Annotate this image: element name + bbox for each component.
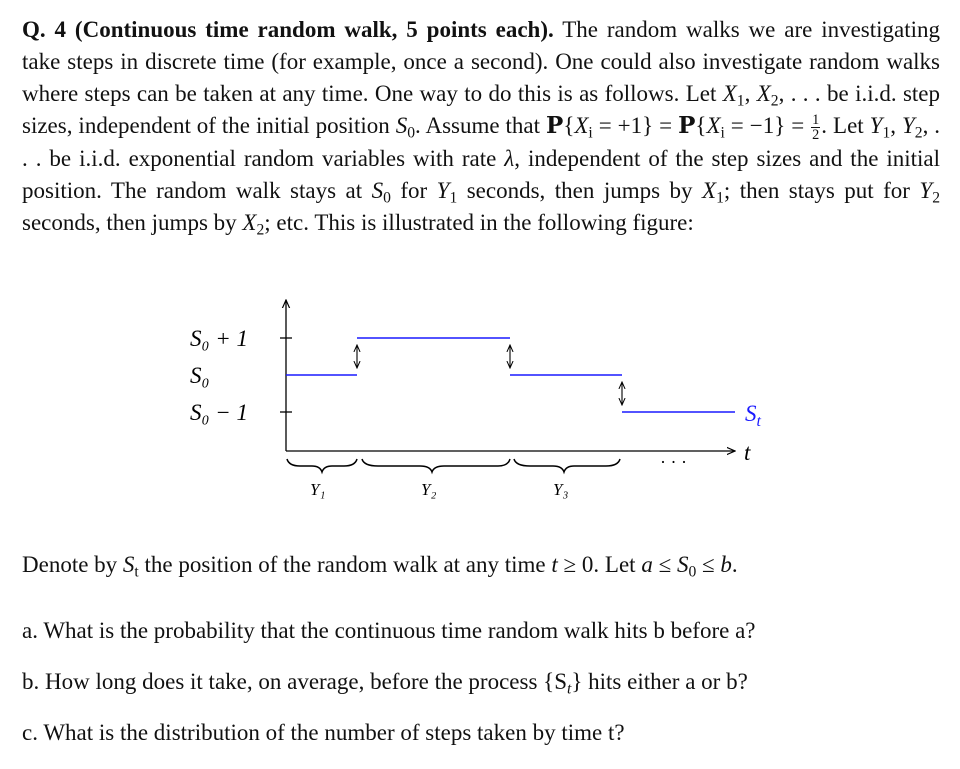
question-text: What is the probability that the continuous time random walk hits b before a? — [43, 618, 756, 643]
brace — [287, 459, 357, 472]
statement-part: ; etc. This is illustrated in the following figure: — [264, 209, 694, 235]
brace — [514, 459, 620, 472]
statement-part: The random walks we are investigating take steps in discrete time (for example, once a second). One could also investigate random walks where steps can be taken at any time. One way to do this is as follows. Let — [22, 17, 941, 106]
interval-label: Y₂ — [421, 480, 437, 499]
question-item — [22, 616, 756, 667]
problem-heading: (Continuous time random walk, 5 points each). — [74, 17, 554, 42]
statement-part: , independent of the step sizes and the initial position. The random walk stays at — [22, 145, 941, 203]
question-tag: c. — [22, 720, 38, 745]
statement-part: Let — [833, 113, 864, 138]
question-tag: b. — [22, 669, 40, 694]
denote-line: Denote by $S_t$ the position of the random walk at any time t ≥ 0. Let $a \le S_0 \le b$. — [22, 552, 738, 581]
y-label: S₀ + 1 — [190, 326, 249, 351]
denote-part: Denote by — [22, 552, 118, 577]
series-label: $S_t$ — [745, 401, 761, 430]
interval-label: Y₁ — [310, 480, 326, 499]
y-label: S₀ − 1 — [190, 400, 249, 425]
question-tag: a. — [22, 618, 38, 643]
statement-part: Assume that — [425, 113, 541, 138]
x-axis-label: t — [744, 440, 751, 465]
statement-part: seconds, then jumps by — [22, 209, 237, 235]
question-item — [22, 718, 756, 769]
interval-label: Y₃ — [553, 480, 569, 499]
problem-statement: Q. 4 (Continuous time random walk, 5 points each). The random walks we are investigating take steps in discrete time (for example, once a second). One could also investigate random walks where steps can be taken at any time. One way to do this is as follows. Let $X_1$, $X_2$, . . . be i.i.d. step sizes, independent of the initial position $S_0$. Assume that $P\{X_i = +1\} = P\{X_i = -1\}$ = $\frac{1}{2}$ . Let $Y_1$, $Y_2$, . . . be i.i.d. exponential random variables with rate λ, independent of the step sizes and the initial position. The random walk stays at $S_0$ for $Y_1$ seconds, then jumps by $X_1$; then stays put for $Y_2$ seconds, then jumps by $X_2$; etc. This is illustrated in the following figure: — [22, 17, 941, 239]
statement-part: for — [400, 177, 428, 203]
problem-number: Q. 4 — [22, 17, 67, 42]
question-item: b. How long does it take, on average, before the process $\{S_t\}$ hits either a or b? — [22, 669, 748, 698]
question-text: What is the distribution of the number of steps taken by time t? — [43, 720, 625, 745]
denote-part: . Let — [593, 552, 636, 577]
denote-part: the position of the random walk at any time — [144, 552, 546, 577]
question-list — [22, 616, 756, 769]
statement-part: be i.i.d. step sizes, independent of the initial position — [22, 81, 941, 138]
brace — [362, 459, 510, 472]
statement-part: be i.i.d. exponential random variables with rate — [49, 145, 497, 171]
y-label: S₀ — [190, 363, 210, 388]
question-text: } hits either a or b? — [571, 669, 748, 694]
question-text: How long does it take, on average, before the process {S — [45, 669, 567, 694]
statement-part: seconds, then jumps by — [466, 177, 693, 203]
ellipsis: · · · — [660, 452, 687, 472]
statement-part: ; then stays put for — [723, 177, 910, 203]
